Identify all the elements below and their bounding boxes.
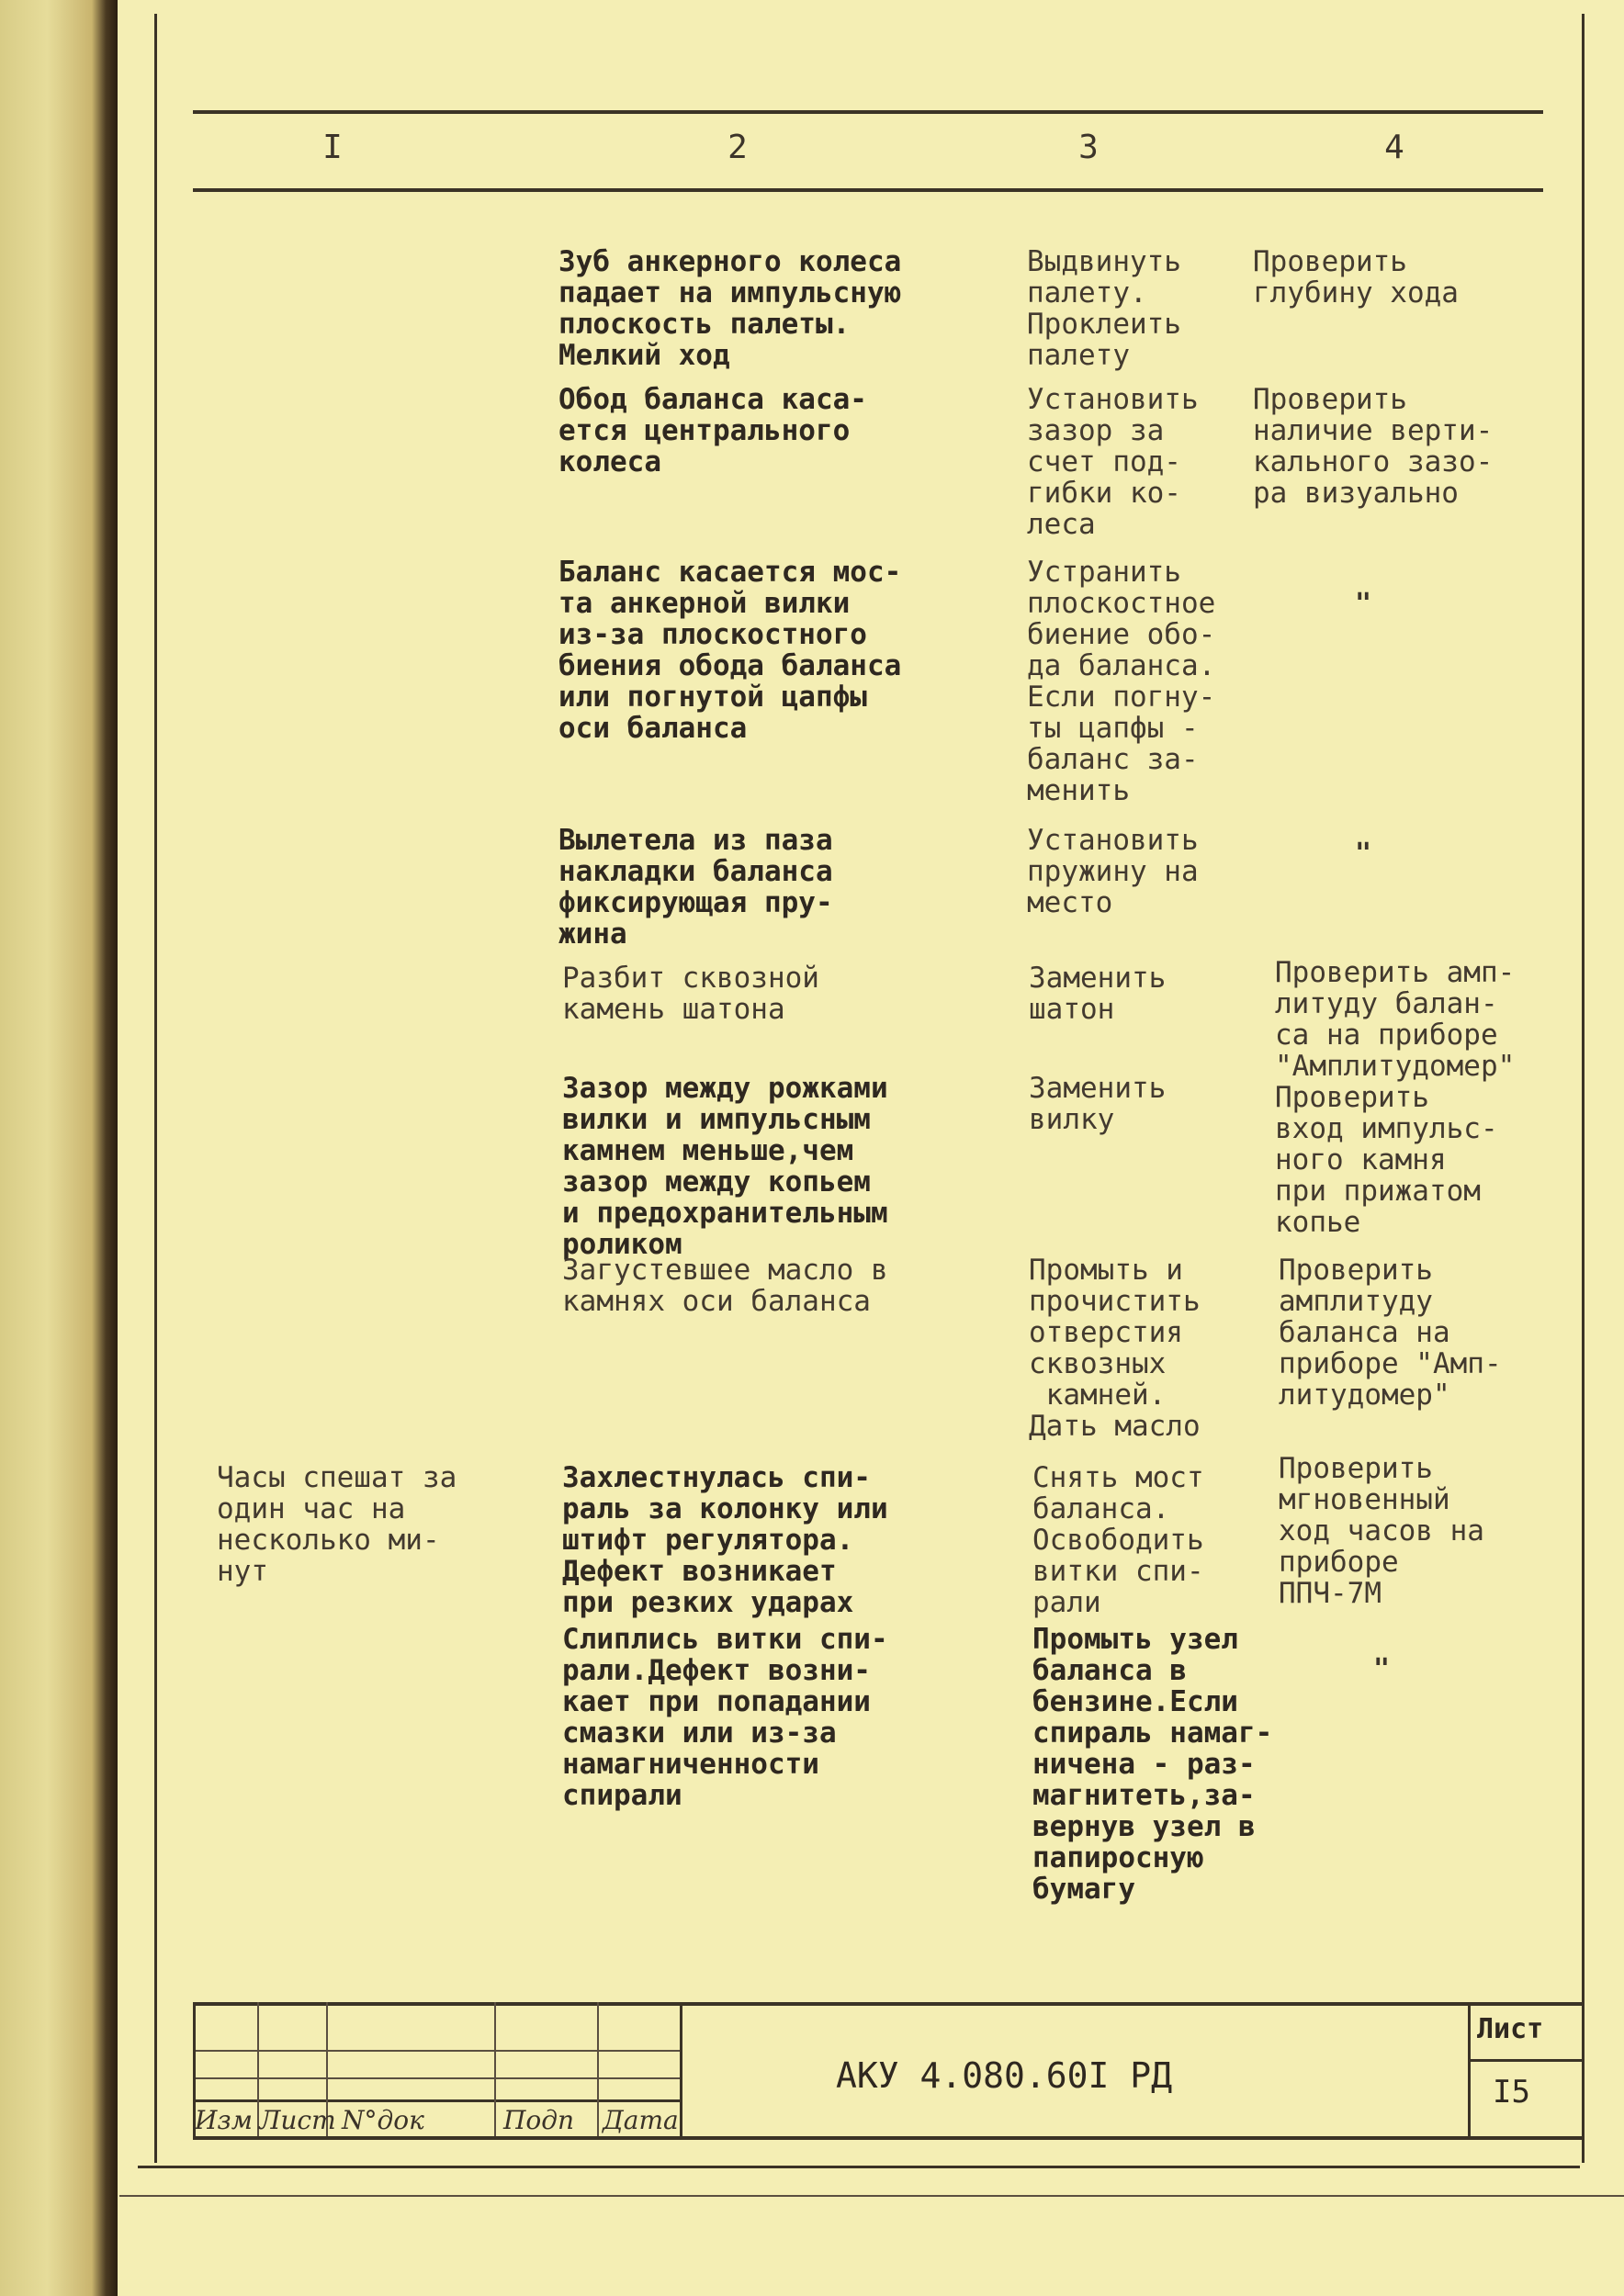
cell-defect: Зуб анкерного колеса падает на импульсную плоскость палеты. Мелкий ход: [558, 245, 902, 372]
cell-check: Проверить глубину хода: [1253, 245, 1459, 310]
cell-defect: Вылетела из паза накладки баланса фиксирующая пру- жина: [558, 824, 833, 951]
ditto-mark: ": [1355, 588, 1372, 620]
cell-symptom: Часы спешат за один час на несколько ми- нут: [217, 1461, 457, 1588]
sheet-box-divider: [1468, 2059, 1582, 2062]
cell-check: Проверить наличие верти- кального зазо- ра визуально: [1253, 383, 1494, 510]
cell-defect: Загустевшее масло в камнях оси баланса: [562, 1254, 888, 1318]
header-bottom-border: [193, 188, 1543, 192]
binding-spine: [0, 0, 118, 2296]
signature-label: Подп: [503, 2105, 575, 2135]
cell-defect: Зазор между рожками вилки и импульсным камнем меньше,чем зазор между копьем и предохранительным роликом: [562, 1072, 888, 1261]
column-header-2: 2: [727, 129, 748, 166]
cell-check: Проверить вход импульс- ного камня при прижатом копье: [1275, 1081, 1498, 1239]
page-bottom-line: [138, 2166, 1580, 2168]
cell-remedy: Заменить шатон: [1029, 962, 1167, 1026]
stamp-divider: [680, 2002, 682, 2136]
sheet-label: Лист: [1477, 2013, 1544, 2045]
ditto-mark: ": [1373, 1653, 1391, 1685]
cell-remedy: Промыть узел баланса в бензине.Если спираль намаг- ничена - раз- магнитеть,за- вернув узел в папиросную бумагу: [1032, 1623, 1273, 1906]
stamp-row-line: [193, 2099, 680, 2102]
cell-remedy: Выдвинуть палету. Проклеить палету: [1027, 245, 1181, 372]
table-top-border: [193, 110, 1543, 114]
cell-defect: Разбит сквозной камень шатона: [562, 962, 819, 1026]
cell-defect: Слиплись витки спи- рали.Дефект возни- кает при попадании смазки или из-за намагниченности спирали: [562, 1623, 888, 1812]
cell-defect: Обод баланса каса- ется центрального колеса: [558, 383, 867, 478]
ditto-mark: ": [1355, 838, 1372, 870]
stamp-bottom-border: [193, 2136, 1582, 2140]
stamp-divider: [597, 2002, 599, 2136]
frame-right-border: [1582, 14, 1585, 2163]
page-edge-line: [119, 2195, 1624, 2197]
signature-label: N°док: [342, 2105, 424, 2135]
cell-remedy: Снять мост баланса. Освободить витки спи- рали: [1032, 1461, 1204, 1619]
signature-label: Лист: [259, 2105, 336, 2135]
signature-label: Дата: [603, 2105, 679, 2135]
cell-remedy: Устранить плоскостное биение обо- да баланса. Если погну- ты цапфы - баланс за- менить: [1027, 556, 1216, 807]
stamp-divider: [494, 2002, 496, 2136]
cell-remedy: Установить зазор за счет под- гибки ко- леса: [1027, 383, 1199, 541]
cell-remedy: Заменить вилку: [1029, 1072, 1167, 1136]
cell-check: Проверить амплитуду баланса на приборе "Амп- литудомер": [1279, 1254, 1502, 1412]
cell-remedy: Установить пружину на место: [1027, 824, 1199, 919]
column-header-4: 4: [1384, 129, 1404, 166]
stamp-divider: [1468, 2002, 1471, 2136]
cell-check: Проверить мгновенный ход часов на приборе ППЧ-7М: [1279, 1452, 1484, 1610]
sheet-number: I5: [1493, 2074, 1530, 2110]
cell-remedy: Промыть и прочистить отверстия сквозных камней. Дать масло: [1029, 1254, 1201, 1443]
cell-defect: Баланс касается мос- та анкерной вилки из-за плоскостного биения обода баланса или погнутой цапфы оси баланса: [558, 556, 902, 745]
column-header-1: I: [322, 129, 343, 166]
column-header-3: 3: [1078, 129, 1099, 166]
stamp-row-line: [193, 2050, 680, 2052]
document-code: АКУ 4.080.60I РД: [836, 2055, 1173, 2096]
frame-left-border: [154, 14, 157, 2163]
stamp-row-line: [193, 2077, 680, 2079]
cell-check: Проверить амп- литуду балан- са на приборе "Амплитудомер": [1275, 956, 1516, 1083]
stamp-top-border: [193, 2002, 1582, 2006]
signature-label: Изм: [195, 2105, 253, 2135]
cell-defect: Захлестнулась спи- раль за колонку или штифт регулятора. Дефект возникает при резких ударах: [562, 1461, 888, 1619]
